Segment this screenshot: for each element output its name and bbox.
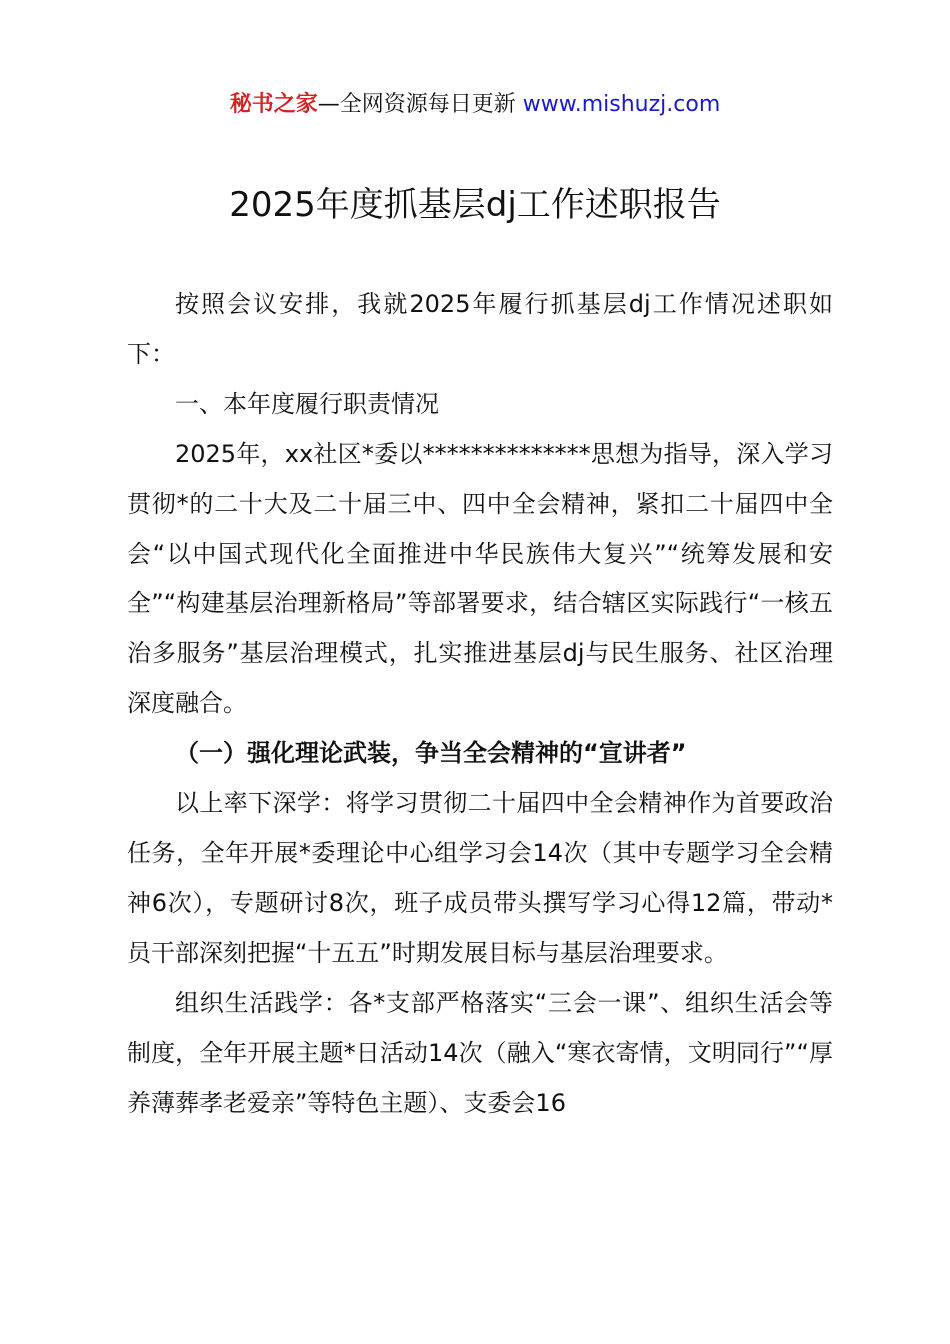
document-title: 2025年度抓基层dj工作述职报告 (229, 185, 721, 225)
intro-paragraph: 按照会议安排，我就2025年履行抓基层dj工作情况述职如下： (127, 290, 833, 368)
header-slogan: —全网资源每日更新 (317, 92, 523, 117)
section-heading: 一、本年度履行职责情况 (175, 389, 439, 418)
subsection-heading: （一）强化理论武装，争当全会精神的“宣讲者” (175, 739, 687, 768)
body-paragraph: 以上率下深学：将学习贯彻二十届四中全会精神作为首要政治任务，全年开展*委理论中心组学习会14次（其中专题学习全会精神6次），专题研讨8次，班子成员带头撰写学习心得12篇，带动*员干部深刻把握“十五五”时期发展目标与基层治理要求。 (127, 789, 833, 967)
body-paragraph: 2025年，xx社区*委以**************思想为指导，深入学习贯彻*的二十大及二十届三中、四中全会精神，紧扣二十届四中全会“以中国式现代化全面推进中华民族伟大复兴”“统筹发展和安全”“构建基层治理新格局”等部署要求，结合辖区实际践行“一核五治多服务”基层治理模式，扎实推进基层dj与民生服务、社区治理深度融合。 (127, 439, 833, 718)
body-paragraph: 组织生活践学：各*支部严格落实“三会一课”、组织生活会等制度，全年开展主题*日活动14次（融入“寒衣寄情，文明同行”“厚养薄葬孝老爱亲”等特色主题）、支委会16 (127, 988, 833, 1117)
document-body (127, 280, 833, 1128)
brand-name: 秘书之家 (229, 92, 318, 117)
site-url-link[interactable]: www.mishuzj.com (522, 92, 721, 117)
site-header (0, 88, 950, 122)
